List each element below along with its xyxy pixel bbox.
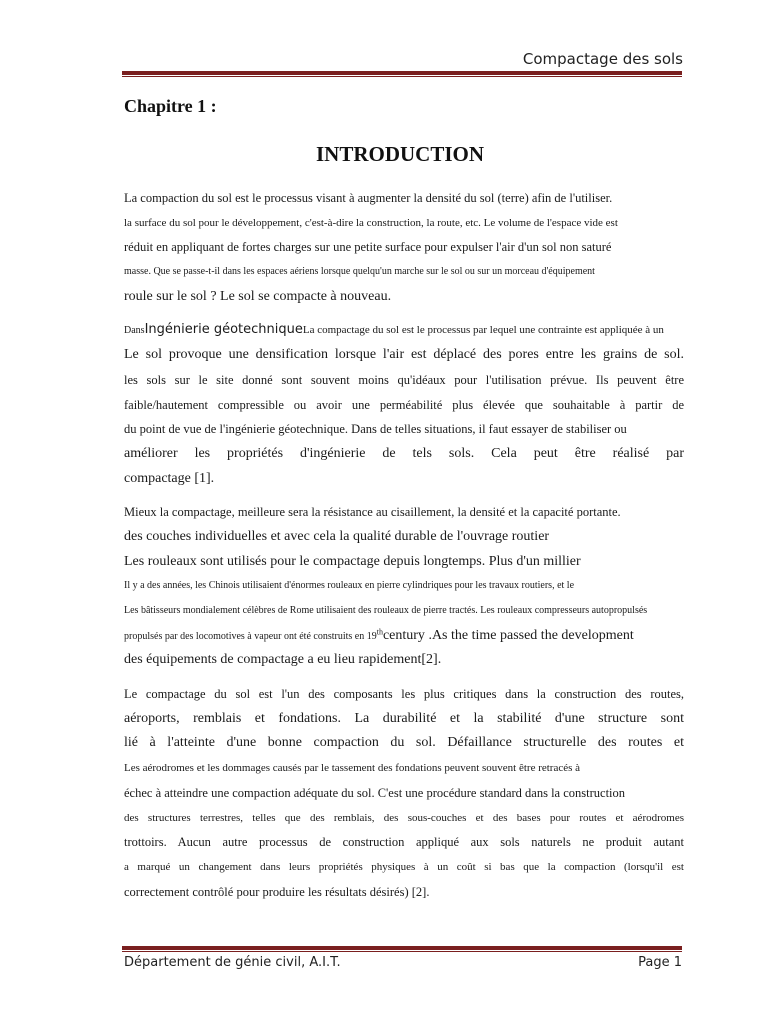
text-line: échec à atteindre une compaction adéquate du sol. C'est une procédure standard dans la construction [124, 785, 626, 800]
paragraph-2 [124, 318, 684, 491]
inline-prefix: Dans [124, 325, 145, 337]
text-line: La compaction du sol est le processus visant à augmenter la densité du sol (terre) afin de l'utiliser. [124, 191, 613, 205]
text-line: lié à l'atteinte d'une bonne compaction du sol. Défaillance structurelle des routes et [124, 735, 684, 751]
text-line: des structures terrestres, telles que des remblais, des sous-couches et des bases pour routes et aérodromes [124, 811, 684, 824]
inline-before: propulsés par des locomotives à vapeur ont été construits en 19 [124, 630, 377, 642]
chapter-label: Chapitre 1 : [124, 96, 217, 116]
inline-century: century [382, 627, 425, 643]
header-rule [122, 71, 682, 75]
inline-sup: th [376, 627, 383, 637]
text-line: du point de vue de l'ingénierie géotechnique. Dans de telles situations, il faut essayer de stabiliser ou [124, 422, 627, 437]
footer-department: Département de génie civil, A.I.T. [124, 955, 341, 970]
text-line: roule sur le sol ? Le sol se compacte à nouveau. [124, 288, 392, 304]
header-rule-thin [122, 76, 682, 77]
text-line: Les aérodromes et les dommages causés par le tassement des fondations peuvent souvent être retracés à [124, 762, 581, 775]
text-line: des couches individuelles et avec cela la qualité durable de l'ouvrage routier [124, 528, 550, 544]
footer-rule [122, 946, 682, 950]
text-line: compactage [1]. [124, 470, 215, 486]
paragraph-4 [124, 682, 684, 904]
paragraph-1 [124, 186, 684, 309]
document-body [124, 186, 684, 904]
text-line: la surface du sol pour le développement, c'est-à-dire la construction, la route, etc. Le volume de l'espace vide est [124, 216, 618, 229]
text-line: Les rouleaux sont utilisés pour le compactage depuis longtemps. Plus d'un millier [124, 553, 581, 569]
text-line: des équipements de compactage a eu lieu rapidement[2]. [124, 652, 442, 668]
text-line: Mieux la compactage, meilleure sera la résistance au cisaillement, la densité et la capacité portante. [124, 505, 621, 520]
text-line: Les bâtisseurs mondialement célèbres de Rome utilisaient des rouleaux de pierre tractés. Les rouleaux compresseurs autopropulsés [124, 605, 648, 616]
text-line: réduit en appliquant de fortes charges sur une petite surface pour expulser l'air d'un sol non saturé [124, 240, 612, 255]
footer-rule-thin [122, 951, 682, 952]
text-line: aéroports, remblais et fondations. La durabilité et la stabilité d'une structure sont [124, 710, 684, 726]
inline-rest: La compactage du sol est le processus par lequel une contrainte est appliquée à un [302, 324, 664, 337]
text-line: Le sol provoque une densification lorsque l'air est déplacé des pores entre les grains de sol. [124, 347, 684, 363]
text-line: les sols sur le site donné sont souvent moins qu'idéaux pour l'utilisation prévue. Ils peuvent être [124, 372, 684, 387]
text-line: améliorer les propriétés d'ingénierie de tels sols. Cela peut être réalisé par [124, 445, 684, 461]
text-line: Il y a des années, les Chinois utilisaient d'énormes rouleaux en pierre cylindriques pour les travaux routiers, et le [124, 580, 575, 592]
text-line: masse. Que se passe-t-il dans les espaces aériens lorsque quelqu'un marche sur le sol ou sur un morceau d'équipement [124, 266, 595, 278]
text-line: correctement contrôlé pour produire les résultats désirés) [2]. [124, 884, 430, 899]
running-header: Compactage des sols [522, 50, 683, 68]
text-line: a marqué un changement dans leurs propriétés physiques à un coût si bas que la compaction (lorsqu'il est [124, 860, 684, 873]
text-line: trottoirs. Aucun autre processus de construction appliqué aux sols naturels ne produit autant [124, 835, 684, 850]
page-title: INTRODUCTION [315, 142, 485, 166]
footer-page-number: Page 1 [638, 955, 682, 970]
inline-term: Ingénierie géotechnique [144, 322, 303, 338]
inline-after: .As the time passed the development [424, 627, 634, 643]
text-line: faible/hautement compressible ou avoir une perméabilité plus élevée que souhaitable à partir de [124, 397, 684, 412]
text-line [124, 624, 684, 649]
text-line [124, 318, 684, 343]
paragraph-3 [124, 500, 684, 673]
text-line: Le compactage du sol est l'un des composants les plus critiques dans la construction des routes, [124, 687, 684, 702]
